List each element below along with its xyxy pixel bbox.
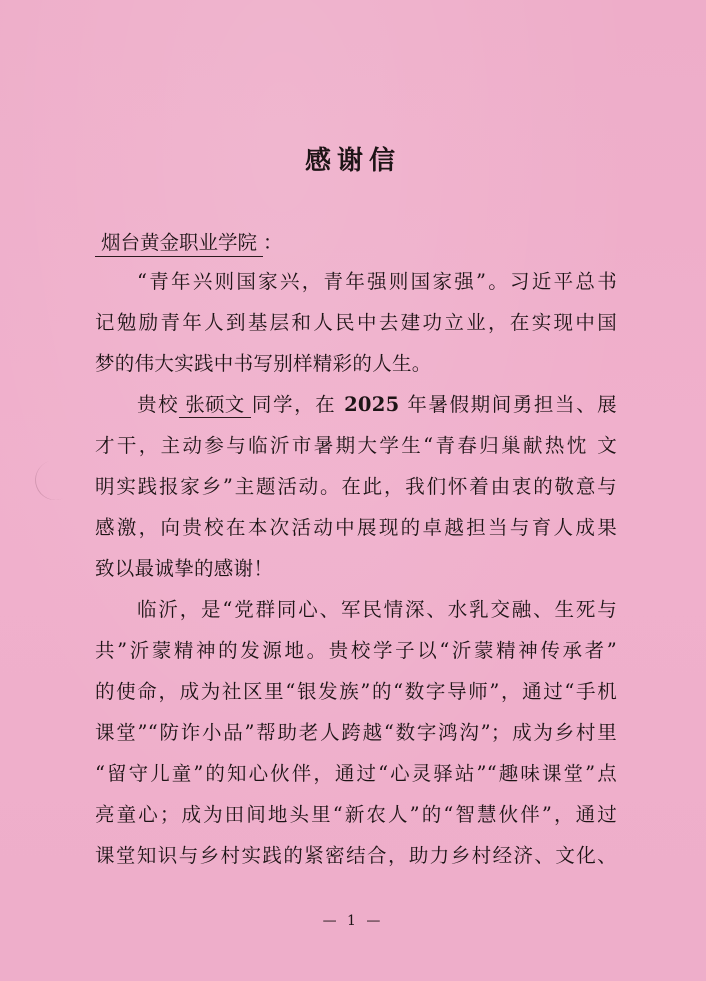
paragraph-3-line-2: 共”沂蒙精神的发源地。贵校学子以“沂蒙精神传承者” [95, 639, 617, 662]
paragraph-3-line-1: 临沂，是“党群同心、军民情深、水乳交融、生死与 [137, 598, 617, 621]
paragraph-2-prefix: 贵校 [137, 393, 180, 416]
paragraph-3-line-5: “留守儿童”的知心伙伴，通过“心灵驿站”“趣味课堂”点 [95, 762, 617, 785]
recipient-name: 烟台黄金职业学院 [95, 230, 263, 257]
paper-scuff-mark [29, 454, 81, 506]
paragraph-3-line-6: 亮童心；成为田间地头里“新农人”的“智慧伙伴”，通过 [95, 803, 617, 826]
salutation-colon: ： [263, 231, 283, 254]
student-name: 张硕文 [179, 393, 250, 418]
letter-title: 感谢信 [304, 146, 401, 176]
paragraph-2-mid1: 同学，在 [250, 393, 337, 416]
paragraph-1-line-2: 记勉励青年人到基层和人民中去建功立业，在实现中国 [95, 311, 617, 334]
year-value: 2025 [344, 393, 400, 416]
paragraph-2-line-4: 感激，向贵校在本次活动中展现的卓越担当与育人成果 [95, 516, 617, 539]
paragraph-2-line-3: 明实践报家乡”主题活动。在此，我们怀着由衷的敬意与 [95, 475, 617, 498]
paragraph-3-line-3: 的使命，成为社区里“银发族”的“数字导师”，通过“手机 [95, 680, 617, 703]
paragraph-2-line-2: 才干，主动参与临沂市暑期大学生“青春归巢献热忱 文 [95, 434, 617, 457]
paragraph-2-line-5: 致以最诚挚的感谢！ [95, 557, 274, 580]
page-number: — 1 — [322, 913, 384, 929]
paragraph-3-line-4: 课堂”“防诈小品”帮助老人跨越“数字鸿沟”；成为乡村里 [95, 721, 617, 744]
paragraph-1-line-3: 梦的伟大实践中书写别样精彩的人生。 [95, 352, 432, 375]
paragraph-3-line-7: 课堂知识与乡村实践的紧密结合，助力乡村经济、文化、 [95, 844, 617, 867]
salutation [95, 229, 283, 257]
paragraph-2-line-1 [137, 391, 617, 419]
paragraph-2-mid2: 年暑假期间勇担当、展 [407, 393, 617, 416]
paragraph-1-line-1: “青年兴则国家兴，青年强则国家强”。习近平总书 [137, 270, 617, 293]
